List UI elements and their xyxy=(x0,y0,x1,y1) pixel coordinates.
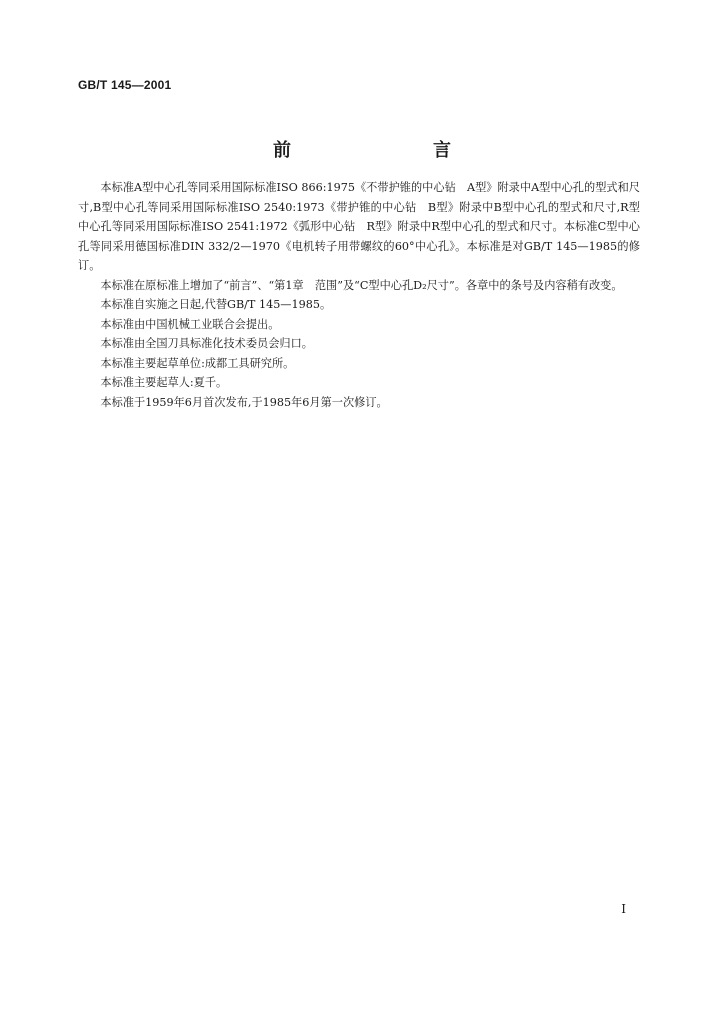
page-title: 前 言 xyxy=(273,140,513,161)
paragraph-replacement: 本标准自实施之日起,代替GB/T 145—1985。 xyxy=(100,298,332,311)
paragraph-drafting-unit: 本标准主要起草单位:成都工具研究所。 xyxy=(100,356,295,370)
paragraph-adoption: 本标准A型中心孔等同采用国际标准ISO 866:1975《不带护锥的中心钻 A型》附录中A型中心孔的型式和尺寸,B型中心孔等同采用国际标准ISO 2540:1973《带护锥的中心钻 B型》附录中B型中心孔的型式和尺寸,R型中心孔等同采用国际标准ISO 2541:1972《弧形中心钻 R型》附录中R型中心孔的型式和尺寸。本标准C型中心孔等同采用德国标准DIN 332/2—1970《电机转子用带螺纹的60°中心孔》。本标准是对GB/T 145—1985的修订。 xyxy=(78,181,640,272)
paragraph-history: 本标准于1959年6月首次发布,于1985年6月第一次修订。 xyxy=(100,395,388,409)
foreword-body xyxy=(78,178,640,412)
paragraph-drafter: 本标准主要起草人:夏千。 xyxy=(100,376,228,389)
page-number: I xyxy=(621,902,626,916)
paragraph-changes: 本标准在原标准上增加了“前言”、“第1章 范围”及“C型中心孔D₂尺寸”。各章中的条号及内容稍有改变。 xyxy=(100,278,623,292)
standard-code: GB/T 145—2001 xyxy=(78,78,172,92)
paragraph-committee: 本标准由全国刀具标准化技术委员会归口。 xyxy=(100,337,313,350)
paragraph-proposer: 本标准由中国机械工业联合会提出。 xyxy=(100,317,280,331)
